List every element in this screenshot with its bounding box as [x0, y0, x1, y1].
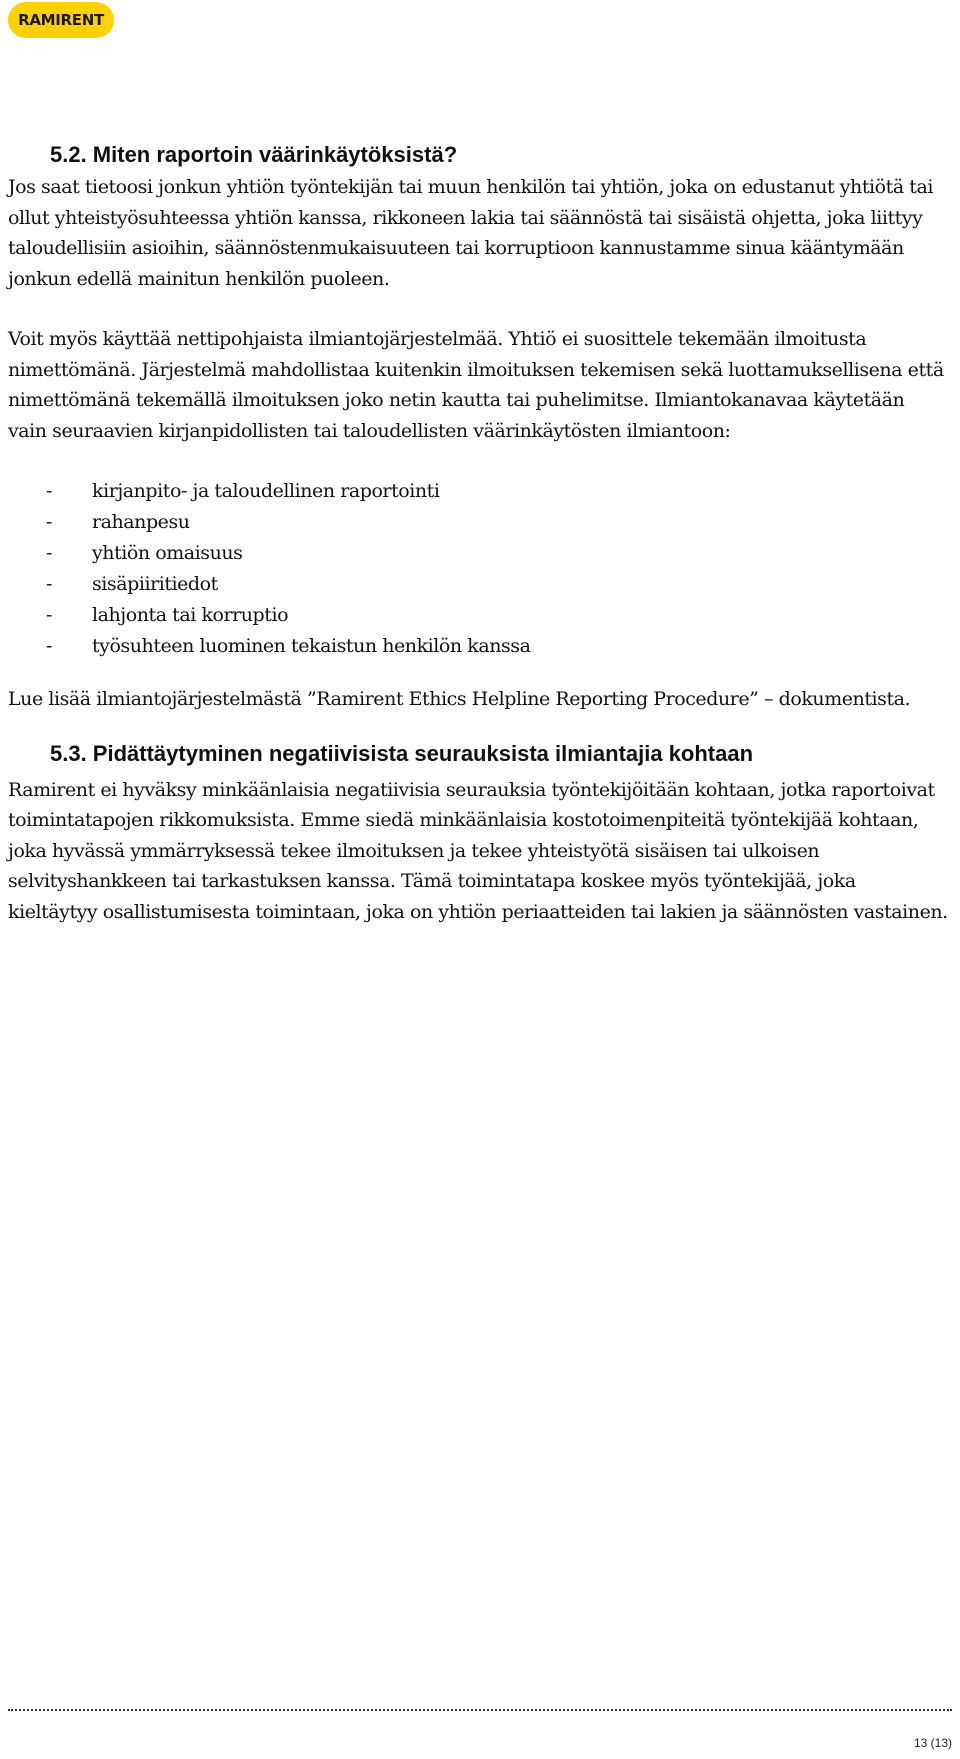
list-item-text: lahjonta tai korruptio: [92, 604, 289, 626]
footer-divider: [8, 1709, 952, 1711]
list-item: [8, 476, 948, 507]
list-item-text: rahanpesu: [92, 511, 190, 533]
document-body: [8, 138, 948, 927]
bullet-marker: -: [46, 573, 52, 595]
page-number: 13 (13): [913, 1736, 952, 1750]
list-item: [8, 538, 948, 569]
misconduct-list: [8, 476, 948, 662]
paragraph-helpline: Voit myös käyttää nettipohjaista ilmiantojärjestelmää. Yhtiö ei suosittele tekemään ilmoitusta nimettömänä. Järjestelmä mahdollistaa kuitenkin ilmoituksen tekemisen sekä luottamuksellisena että nimettömänä tekemällä ilmoituksen joko netin kautta tai puhelimitse. Ilmiantokanavaa käytetään vain seuraavien kirjanpidollisten tai taloudellisten väärinkäytösten ilmiantoon:: [8, 328, 944, 442]
list-item-text: sisäpiiritiedot: [92, 573, 218, 595]
paragraph-reporting-intro: Jos saat tietoosi jonkun yhtiön työntekijän tai muun henkilön tai yhtiön, joka on edustanut yhtiötä tai ollut yhteistyösuhteessa yhtiön kanssa, rikkoneen lakia tai säännöstä tai sisäistä ohjetta, joka liittyy taloudellisiin asioihin, säännöstenmukaisuuteen tai korruptioon kannustamme sinua kääntymään jonkun edellä mainitun henkilön puoleen.: [8, 176, 933, 290]
list-item: [8, 600, 948, 631]
section-heading-5-3: 5.3. Pidättäytyminen negatiivisista seurauksista ilmiantajia kohtaan: [50, 740, 754, 766]
list-item: [8, 507, 948, 538]
list-item-text: yhtiön omaisuus: [92, 542, 243, 564]
bullet-marker: -: [46, 542, 52, 564]
list-item: [8, 631, 948, 662]
paragraph-non-retaliation: Ramirent ei hyväksy minkäänlaisia negatiivisia seurauksia työntekijöitään kohtaan, jotka raportoivat toimintatapojen rikkomuksista. Emme siedä minkäänlaisia kostotoimenpiteitä työntekijää kohtaan, joka hyvässä ymmärryksessä tekee ilmoituksen ja tekee yhteistyötä sisäisen tai ulkoisen selvityshankkeen tai tarkastuksen kanssa. Tämä toimintatapa koskee myös työntekijää, joka kieltäytyy osallistumisesta toimintaan, joka on yhtiön periaatteiden tai lakien ja säännösten vastainen.: [8, 778, 948, 923]
ramirent-logo: [8, 2, 114, 38]
section-heading-5-2: 5.2. Miten raportoin väärinkäytöksistä?: [50, 142, 458, 167]
paragraph-read-more: Lue lisää ilmiantojärjestelmästä ”Ramirent Ethics Helpline Reporting Procedure” – dokumentista.: [8, 688, 911, 710]
list-item: [8, 569, 948, 600]
list-item-text: työsuhteen luominen tekaistun henkilön kanssa: [92, 635, 531, 657]
bullet-marker: -: [46, 604, 52, 626]
logo-text: RAMIRENT: [18, 11, 104, 29]
list-item-text: kirjanpito- ja taloudellinen raportointi: [92, 480, 440, 502]
bullet-marker: -: [46, 511, 52, 533]
bullet-marker: -: [46, 635, 52, 657]
bullet-marker: -: [46, 480, 52, 502]
